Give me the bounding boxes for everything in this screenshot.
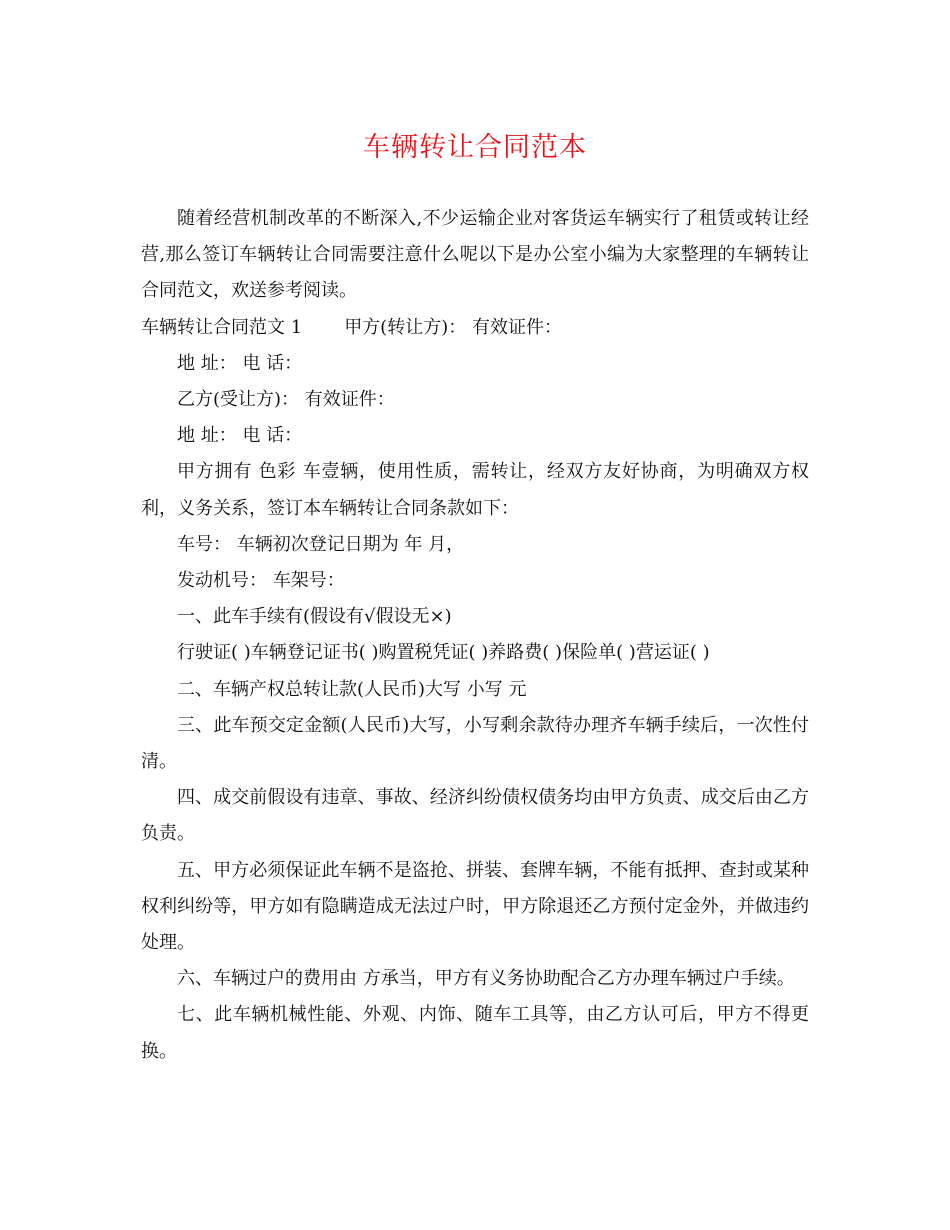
document-body <box>141 201 809 1070</box>
intro-paragraph: 随着经营机制改革的不断深入,不少运输企业对客货运车辆实行了租赁或转让经营,那么签订车辆转让合同需要注意什么呢以下是办公室小编为大家整理的车辆转让合同范文，欢送参考阅读。 <box>141 208 809 302</box>
clause-2: 二、车辆产权总转让款(人民币)大写 小写 元 <box>177 678 527 700</box>
party-b-contact: 地 址： 电 话： <box>177 425 303 447</box>
party-a-contact: 地 址： 电 话： <box>177 352 303 374</box>
party-a-line: 甲方(转让方)： 有效证件： <box>344 316 562 338</box>
documents-line: 行驶证( )车辆登记证书( )购置税凭证( )养路费( )保险单( )营运证( ) <box>177 642 710 664</box>
clause-4: 四、成交前假设有违章、事故、经济纠纷债权债务均由甲方负责、成交后由乙方负责。 <box>141 787 809 845</box>
clause-6: 六、车辆过户的费用由 方承当，甲方有义务协助配合乙方办理车辆过户手续。 <box>177 968 795 990</box>
party-b-line: 乙方(受让方)： 有效证件： <box>177 389 395 411</box>
clause-1: 一、此车手续有(假设有√假设无×) <box>177 606 452 628</box>
clause-3: 三、此车预交定金额(人民币)大写，小写剩余款待办理齐车辆手续后，一次性付清。 <box>141 714 809 773</box>
engine-line: 发动机号： 车架号： <box>177 570 345 592</box>
clause-7: 七、此车辆机械性能、外观、内饰、随车工具等，由乙方认可后，甲方不得更换。 <box>141 1004 809 1062</box>
sample-heading: 车辆转让合同范文 1 <box>141 316 303 338</box>
document-title: 车辆转让合同范本 <box>363 132 587 163</box>
preamble-paragraph: 甲方拥有 色彩 车壹辆，使用性质，需转让，经双方友好协商，为明确双方权利，义务关系，签订本车辆转让合同条款如下： <box>141 461 809 519</box>
clause-5: 五、甲方必须保证此车辆不是盗抢、拼装、套牌车辆，不能有抵押、查封或某种权利纠纷等，甲方如有隐瞒造成无法过户时，甲方除退还乙方预付定金外，并做违约处理。 <box>141 859 809 954</box>
plate-line: 车号： 车辆初次登记日期为 年 月， <box>177 533 465 555</box>
sample-heading-line <box>141 310 809 346</box>
